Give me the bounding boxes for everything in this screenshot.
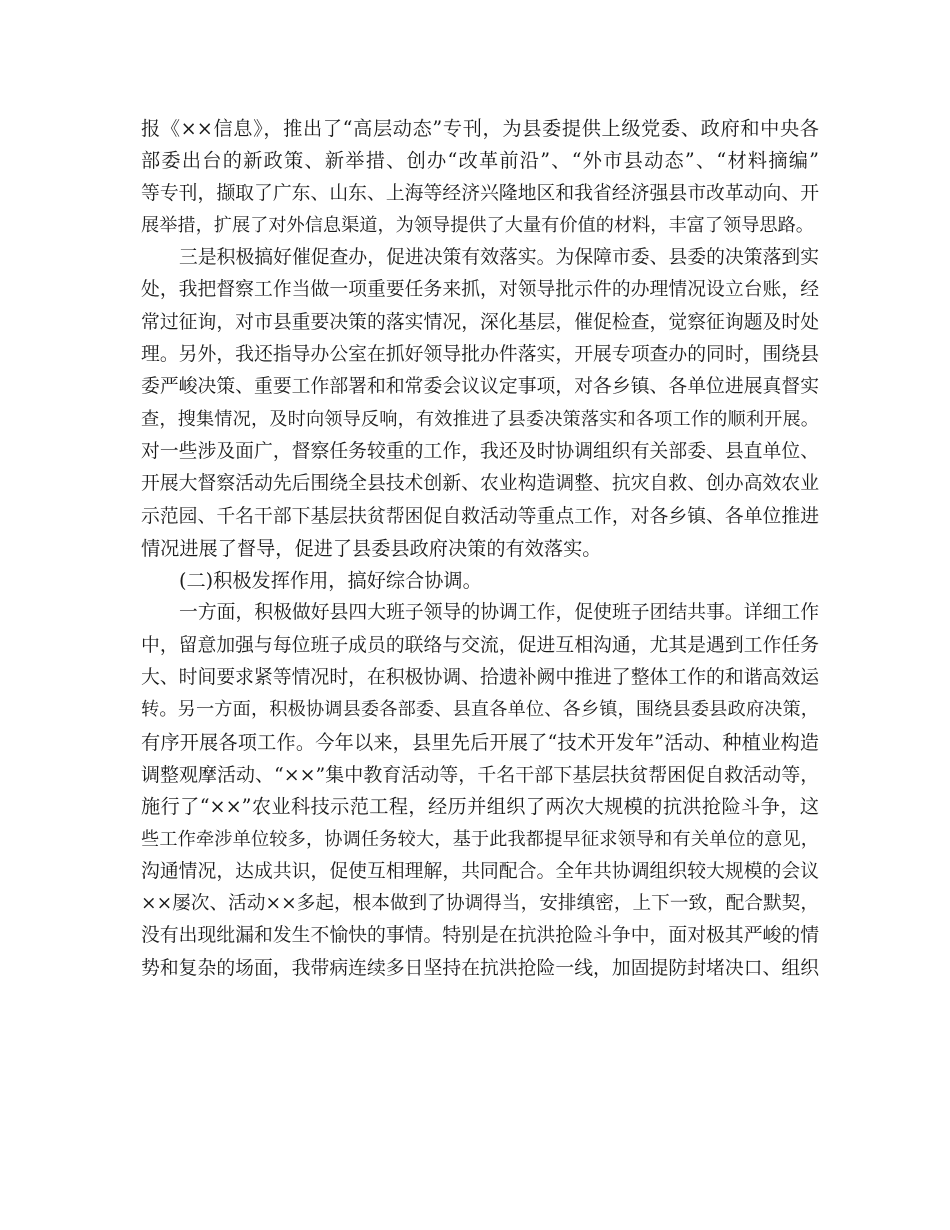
text-line: (二)积极发挥作用，搞好综合协调。 [179, 569, 482, 593]
text-line: 展举措，扩展了对外信息渠道，为领导提供了大量有价值的材料，丰富了领导思路。 [141, 214, 814, 236]
text-line: 中，留意加强与每位班子成员的联络与交流，促进互相沟通，尤其是遇到工作任务 [141, 634, 819, 656]
text-line: 没有出现纰漏和发生不愉快的事情。特别是在抗洪抢险斗争中，面对极其严峻的情 [141, 925, 819, 947]
text-line: 开展大督察活动先后围绕全县技术创新、农业构造调整、抗灾自救、创办高效农业 [141, 473, 819, 495]
text-line: 些工作牵涉单位较多，协调任务较大，基于此我都提早征求领导和有关单位的意见， [141, 828, 819, 850]
text-line: 等专刊，撷取了广东、山东、上海等经济兴隆地区和我省经济强县市改革动向、开 [141, 182, 819, 204]
text-line: 报《××信息》，推出了“高层动态”专刊，为县委提供上级党委、政府和中央各 [141, 117, 819, 140]
text-line: 理。另外，我还指导办公室在抓好领导批办件落实，开展专项查办的同时，围绕县 [141, 344, 819, 366]
text-line: 调整观摩活动、“××”集中教育活动等，千名干部下基层扶贫帮困促自救活动等， [141, 763, 820, 786]
text-line: 三是积极搞好催促查办，促进决策有效落实。为保障市委、县委的决策落到实 [179, 247, 819, 269]
text-line: 有序开展各项工作。今年以来，县里先后开展了“技术开发年”活动、种植业构造 [141, 730, 819, 754]
text-line: 一方面，积极做好县四大班子领导的协调工作，促使班子团结共事。详细工作 [179, 602, 819, 624]
text-line: 示范园、千名干部下基层扶贫帮困促自救活动等重点工作，对各乡镇、各单位推进 [141, 505, 819, 527]
text-line: 对一些涉及面广，督察任务较重的工作，我还及时协调组织有关部委、县直单位、 [141, 440, 819, 462]
text-line: 情况进展了督导，促进了县委县政府决策的有效落实。 [141, 536, 602, 560]
text-line: 查，搜集情况，及时向领导反响，有效推进了县委决策落实和各项工作的顺利开展。 [141, 408, 819, 430]
text-line: ××屡次、活动××多起，根本做到了协调得当，安排缜密，上下一致，配合默契， [141, 893, 819, 915]
text-line: 沟通情况，达成共识，促使互相理解，共同配合。全年共协调组织较大规模的会议 [141, 860, 819, 882]
text-line: 势和复杂的场面，我带病连续多日坚持在抗洪抢险一线，加固提防封堵决口、组织 [141, 957, 819, 979]
text-line: 常过征询，对市县重要决策的落实情况，深化基层，催促检查，觉察征询题及时处 [141, 311, 819, 333]
text-line: 处，我把督察工作当做一项重要任务来抓，对领导批示件的办理情况设立台账，经 [141, 279, 819, 301]
text-line: 部委出台的新政策、新举措、创办“改革前沿”、“外市县动态”、“材料摘编” [141, 149, 819, 173]
text-line: 施行了“××”农业科技示范工程，经历并组织了两次大规模的抗洪抢险斗争，这 [141, 795, 819, 819]
text-line: 委严峻决策、重要工作部署和和常委会议议定事项，对各乡镇、各单位进展真督实 [141, 376, 819, 398]
text-line: 大、时间要求紧等情况时，在积极协调、拾遗补阙中推进了整体工作的和谐高效运 [141, 667, 819, 689]
body-text [141, 113, 819, 985]
text-line: 转。另一方面，积极协调县委各部委、县直各单位、各乡镇，围绕县委县政府决策， [141, 699, 819, 721]
